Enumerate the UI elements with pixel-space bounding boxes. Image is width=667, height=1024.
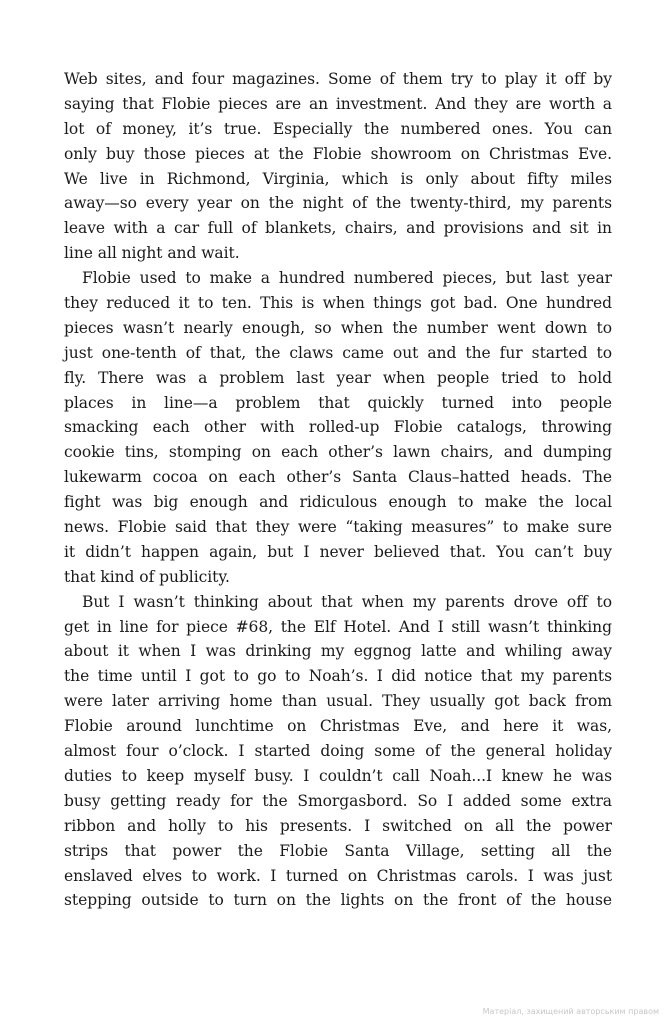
text-line: But I wasn’t thinking about that when my parents drove off to	[82, 592, 612, 611]
text-line: enslaved elves to work. I turned on Christmas carols. I was just	[64, 866, 612, 885]
text-line: strips that power the Flobie Santa Village, setting all the	[64, 841, 612, 860]
text-line: news. Flobie said that they were “taking measures” to make sure	[64, 518, 612, 537]
text-line: places in line—a problem that quickly turned into people	[64, 393, 612, 412]
text-line: pieces wasn’t nearly enough, so when the number went down to	[64, 318, 612, 337]
paragraph-3	[64, 590, 612, 914]
paragraph-2	[64, 266, 612, 590]
text-line: Flobie around lunchtime on Christmas Eve, and here it was,	[64, 717, 612, 736]
text-line: busy getting ready for the Smorgasbord. So I added some extra	[64, 791, 612, 810]
text-line: We live in Richmond, Virginia, which is only about fifty miles	[64, 169, 612, 188]
text-line: that kind of publicity.	[64, 567, 230, 586]
text-line: Web sites, and four magazines. Some of them try to play it off by	[64, 70, 612, 88]
text-line: stepping outside to turn on the lights on the front of the house	[64, 891, 612, 910]
text-line: were later arriving home than usual. They usually got back from	[64, 692, 612, 711]
text-line: only buy those pieces at the Flobie showroom on Christmas Eve.	[64, 144, 612, 163]
text-line: smacking each other with rolled-up Flobie catalogs, throwing	[64, 418, 612, 437]
text-line: away—so every year on the night of the twenty-third, my parents	[64, 194, 612, 213]
paragraph-1	[64, 67, 612, 266]
text-line: lot of money, it’s true. Especially the numbered ones. You can	[64, 119, 612, 138]
copyright-watermark: Матеріал, захищений авторським правом	[482, 1007, 659, 1016]
text-line: leave with a car full of blankets, chairs, and provisions and sit in	[64, 219, 612, 238]
text-line: fly. There was a problem last year when people tried to hold	[64, 368, 612, 387]
text-line: almost four o’clock. I started doing some of the general holiday	[64, 742, 612, 761]
text-line: duties to keep myself busy. I couldn’t call Noah...I knew he was	[64, 766, 612, 785]
page-body	[64, 67, 612, 913]
text-line: it didn’t happen again, but I never believed that. You can’t buy	[64, 542, 612, 561]
text-line: line all night and wait.	[64, 244, 240, 263]
text-line: Flobie used to make a hundred numbered pieces, but last year	[82, 269, 612, 288]
text-line: ribbon and holly to his presents. I switched on all the power	[64, 816, 612, 835]
text-line: just one-tenth of that, the claws came out and the fur started to	[64, 343, 612, 362]
text-line: fight was big enough and ridiculous enough to make the local	[64, 493, 612, 512]
text-line: cookie tins, stomping on each other’s lawn chairs, and dumping	[64, 443, 612, 462]
text-line: saying that Flobie pieces are an investment. And they are worth a	[64, 94, 612, 113]
text-line: lukewarm cocoa on each other’s Santa Claus–hatted heads. The	[64, 468, 612, 487]
text-line: get in line for piece #68, the Elf Hotel. And I still wasn’t thinking	[64, 617, 612, 636]
text-line: they reduced it to ten. This is when things got bad. One hundred	[64, 294, 612, 313]
text-line: about it when I was drinking my eggnog latte and whiling away	[64, 642, 612, 661]
text-line: the time until I got to go to Noah’s. I did notice that my parents	[64, 667, 612, 686]
